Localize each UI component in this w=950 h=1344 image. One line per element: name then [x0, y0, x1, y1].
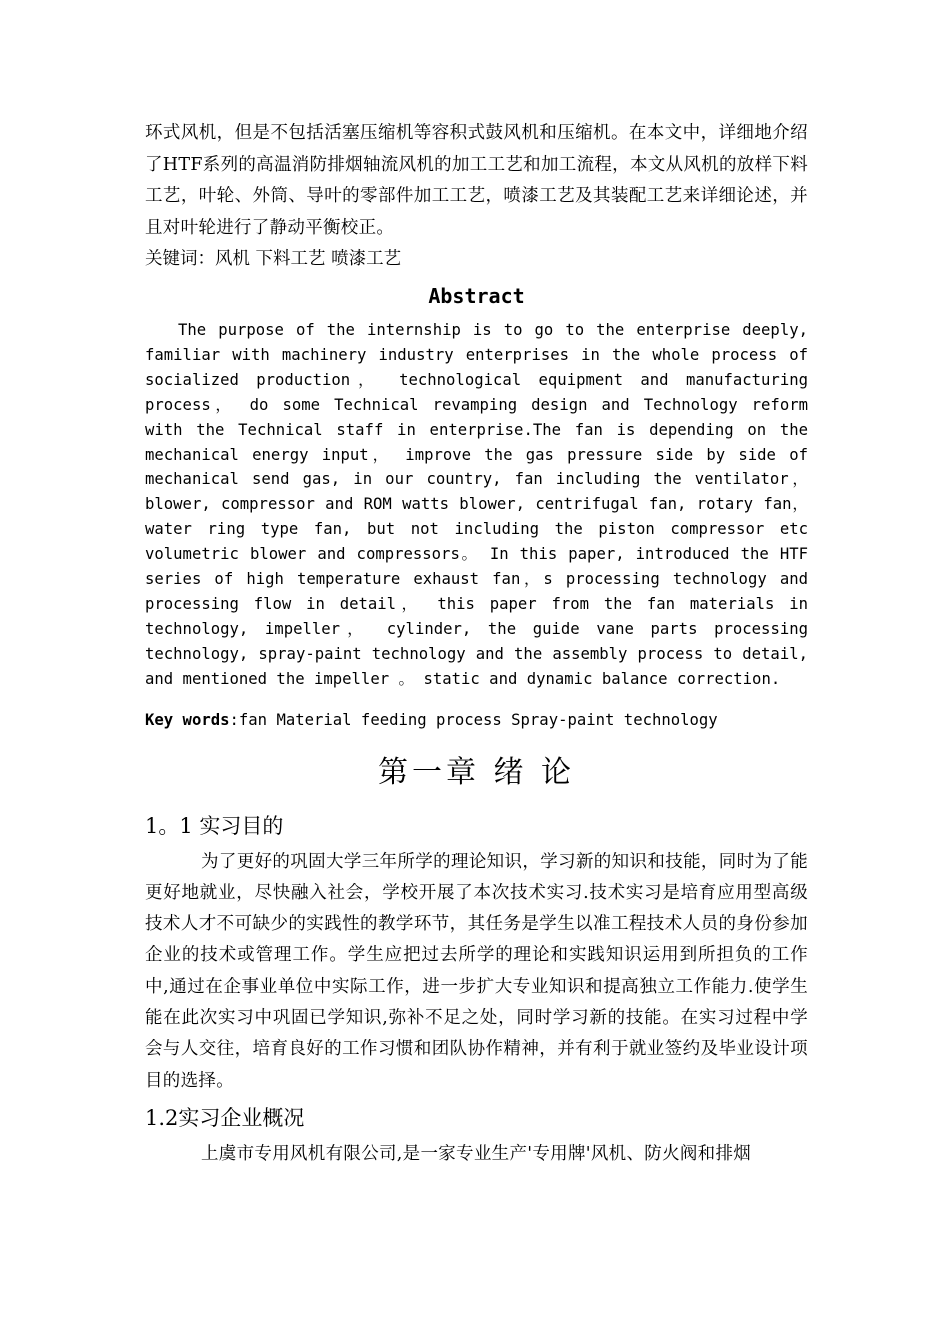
english-keywords-label: Key words: [145, 710, 230, 729]
section-body-1-2: 上虞市专用风机有限公司,是一家专业生产'专用牌'风机、防火阀和排烟: [201, 1143, 752, 1164]
section-heading-1-2: 1.2实习企业概况: [145, 1105, 305, 1130]
english-keywords: [145, 709, 808, 731]
chapter-title: 第一章 绪 论: [377, 754, 576, 790]
chinese-keywords: 关键词：风机 下料工艺 喷漆工艺: [145, 249, 402, 269]
section-body-1-1: 为了更好的巩固大学三年所学的理论知识，学习新的知识和技能，同时为了能更好地就业，尽快融入社会，学校开展了本次技术实习.技术实习是培育应用型高级技术人才不可缺少的实践性的教学环节，其任务是学生以准工程技术人员的身份参加企业的技术或管理工作。学生应把过去所学的理论和实践知识运用到所担负的工作中,通过在企事业单位中实际工作，进一步扩大专业知识和提高独立工作能力.使学生能在此次实习中巩固已学知识,弥补不足之处，同时学习新的技能。在实习过程中学会与人交往，培育良好的工作习惯和团队协作精神，并有利于就业签约及毕业设计项目的选择。: [145, 851, 808, 1091]
section-heading-1-1: 1。1 实习目的: [145, 813, 284, 838]
chinese-abstract-text: 环式风机，但是不包括活塞压缩机等容积式鼓风机和压缩机。在本文中，详细地介绍了HTF系列的高温消防排烟轴流风机的加工工艺和加工流程，本文从风机的放样下料工艺，叶轮、外筒、导叶的零部件加工工艺，喷漆工艺及其装配工艺来详细论述，并且对叶轮进行了静动平衡校正。: [145, 123, 808, 238]
document-page: [145, 118, 808, 1176]
abstract-body: The purpose of the internship is to go to the enterprise deeply, familiar with machinery industry enterprises in the whole process of socialized production， technological equipment and manufacturing process， do some Technical revamping design and Technology reform with the Technical staff in enterprise.The fan is depending on the mechanical energy input， improve the gas pressure side by side of mechanical send gas, in our country, fan including the ventilator， blower, compressor and ROM watts blower, centrifugal fan, rotary fan， water ring type fan, but not including the piston compressor etc volumetric blower and compressors。 In this paper, introduced the HTF series of high temperature exhaust fan，s processing technology and processing flow in detail， this paper from the fan materials in technology, impeller， cylinder, the guide vane parts processing technology, spray-paint technology and the assembly process to detail, and mentioned the impeller 。 static and dynamic balance correction.: [145, 321, 808, 688]
english-keywords-text: :fan Material feeding process Spray-paint technology: [229, 710, 718, 729]
abstract-title: Abstract: [428, 284, 525, 308]
chinese-abstract: [145, 118, 808, 244]
